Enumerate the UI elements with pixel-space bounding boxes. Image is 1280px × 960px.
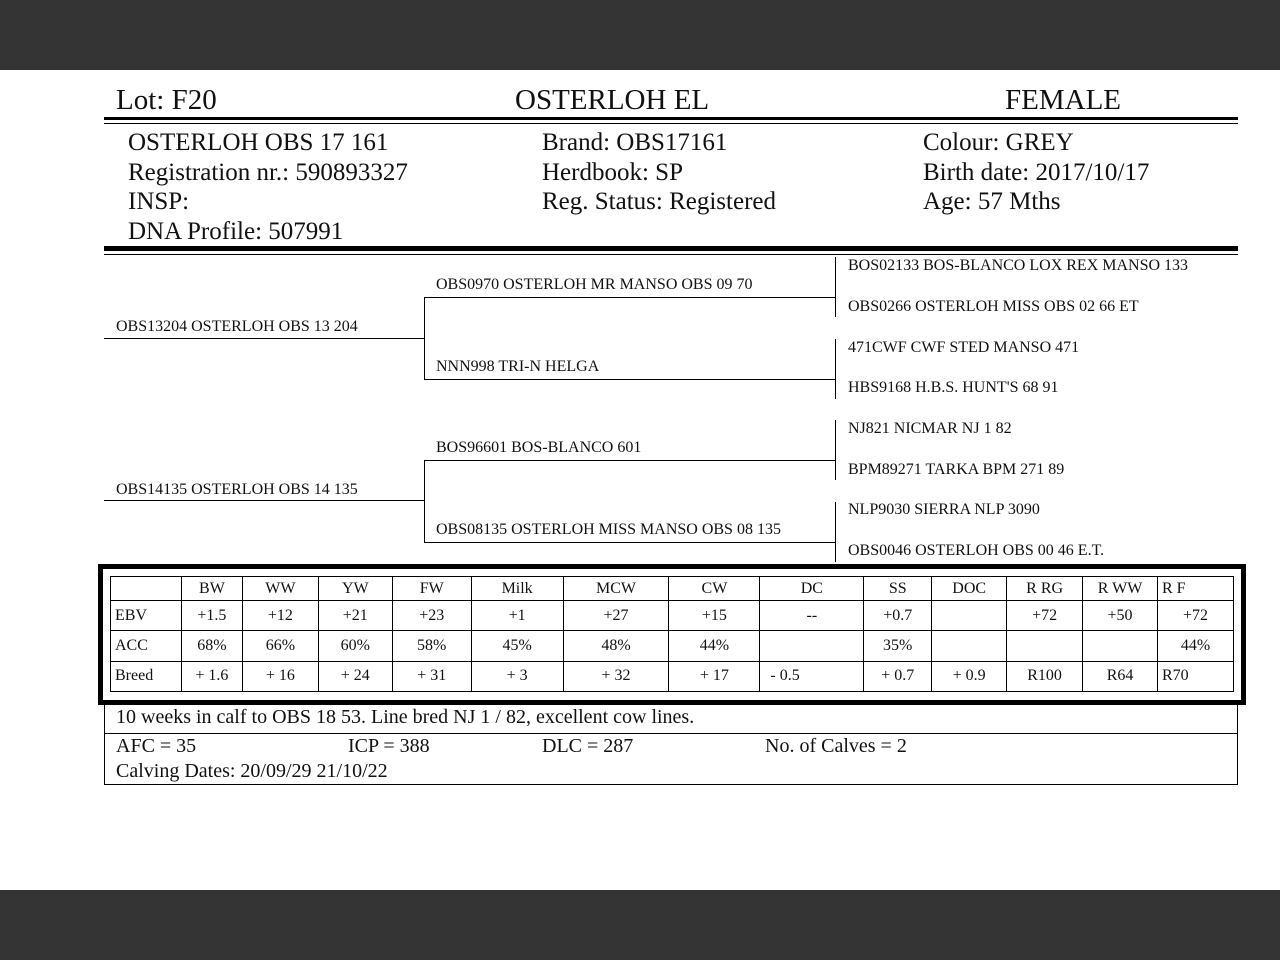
ebv-header-corner — [111, 577, 182, 601]
ebv-cell: + 24 — [318, 661, 392, 691]
brand: Brand: OBS17161 — [542, 129, 728, 156]
ebv-cell — [932, 631, 1007, 661]
dlc: DLC = 287 — [542, 735, 634, 757]
ebv-cell: +1.5 — [181, 601, 242, 631]
ebv-cell — [932, 601, 1007, 631]
ebv-cell: + 0.7 — [864, 661, 932, 691]
details-col-3 — [923, 128, 1149, 217]
ebv-cell: 58% — [392, 631, 471, 661]
ebv-row-label: Breed — [111, 661, 182, 691]
colour: Colour: GREY — [923, 129, 1074, 156]
ebv-cell: R70 — [1157, 661, 1233, 691]
number-of-calves: No. of Calves = 2 — [765, 735, 907, 757]
dam-line — [104, 500, 425, 501]
bottom-bar — [0, 890, 1280, 960]
icp: ICP = 388 — [348, 735, 430, 757]
ebv-cell: 35% — [864, 631, 932, 661]
pedigree-ggp-1: BOS02133 BOS-BLANCO LOX REX MANSO 133 — [848, 257, 1189, 274]
ebv-col-header: WW — [242, 577, 318, 601]
ebv-cell: +12 — [242, 601, 318, 631]
ggp-bracket-1 — [835, 257, 836, 317]
ebv-col-header: CW — [669, 577, 760, 601]
ebv-cell: +1 — [471, 601, 563, 631]
animal-name: OSTERLOH EL — [515, 84, 710, 116]
ebv-cell: 44% — [669, 631, 760, 661]
ebv-row-label: EBV — [111, 601, 182, 631]
ebv-cell: - 0.5 — [760, 661, 864, 691]
ebv-cell: + 17 — [669, 661, 760, 691]
pedigree-sire-dam: NNN998 TRI-N HELGA — [436, 358, 600, 375]
lot-label-text: Lot: — [116, 84, 165, 116]
full-name: OSTERLOH OBS 17 161 — [128, 129, 389, 156]
sire-sire-line — [424, 297, 836, 298]
details-col-2 — [542, 128, 776, 217]
ebv-cell — [760, 631, 864, 661]
ebv-cell: + 0.9 — [932, 661, 1007, 691]
ebv-cell: R100 — [1007, 661, 1083, 691]
ggp-bracket-4 — [835, 502, 836, 562]
sire-dam-line — [424, 379, 836, 380]
ebv-col-header: FW — [392, 577, 471, 601]
pedigree-dam-dam: OBS08135 OSTERLOH MISS MANSO OBS 08 135 — [436, 521, 781, 538]
dna-profile: DNA Profile: 507991 — [128, 217, 344, 245]
ebv-table-frame — [98, 564, 1246, 705]
dam-dam-line — [424, 542, 836, 543]
pedigree-ggp-7: NLP9030 SIERRA NLP 3090 — [848, 501, 1040, 518]
reg-status: Reg. Status: Registered — [542, 188, 776, 215]
ebv-row-acc — [111, 631, 1234, 661]
lot-number: F20 — [171, 84, 217, 116]
details-rule-thin — [104, 254, 1238, 255]
ebv-col-header: BW — [181, 577, 242, 601]
details-col-1 — [128, 128, 408, 246]
birth-date: Birth date: 2017/10/17 — [923, 158, 1150, 186]
ebv-cell: 60% — [318, 631, 392, 661]
ebv-col-header: SS — [864, 577, 932, 601]
pedigree-dam: OBS14135 OSTERLOH OBS 14 135 — [116, 481, 358, 498]
sire-line — [104, 338, 425, 339]
ebv-row-breed — [111, 661, 1234, 691]
pedigree-ggp-5: NJ821 NICMAR NJ 1 82 — [848, 420, 1012, 437]
ebv-table — [110, 576, 1234, 692]
ebv-cell — [1007, 631, 1083, 661]
ebv-cell: +23 — [392, 601, 471, 631]
ebv-cell — [1083, 631, 1158, 661]
pedigree-ggp-2: OBS0266 OSTERLOH MISS OBS 02 66 ET — [848, 298, 1139, 315]
details-rule-thick — [104, 246, 1238, 251]
ebv-cell: + 1.6 — [181, 661, 242, 691]
pedigree-ggp-8: OBS0046 OSTERLOH OBS 00 46 E.T. — [848, 542, 1105, 559]
ebv-cell: +15 — [669, 601, 760, 631]
ebv-col-header: R WW — [1083, 577, 1158, 601]
pedigree-ggp-3: 471CWF CWF STED MANSO 471 — [848, 339, 1080, 356]
ebv-cell: + 32 — [563, 661, 669, 691]
herdbook: Herdbook: SP — [542, 158, 683, 186]
comment: 10 weeks in calf to OBS 18 53. Line bred NJ 1 / 82, excellent cow lines. — [116, 706, 695, 728]
ebv-col-header: Milk — [471, 577, 563, 601]
ebv-cell: 68% — [181, 631, 242, 661]
ebv-cell: + 3 — [471, 661, 563, 691]
pedigree-dam-sire: BOS96601 BOS-BLANCO 601 — [436, 439, 642, 456]
ebv-cell: +50 — [1083, 601, 1158, 631]
ebv-cell: +72 — [1157, 601, 1233, 631]
ebv-cell: R64 — [1083, 661, 1158, 691]
ggp-bracket-3 — [835, 420, 836, 480]
ebv-col-header: R RG — [1007, 577, 1083, 601]
header-rule-thin — [104, 123, 1238, 124]
ebv-cell: +0.7 — [864, 601, 932, 631]
animal-sex: FEMALE — [1005, 84, 1121, 116]
pedigree-sire-sire: OBS0970 OSTERLOH MR MANSO OBS 09 70 — [436, 276, 753, 293]
dam-sire-line — [424, 460, 836, 461]
age: Age: 57 Mths — [923, 188, 1061, 215]
ebv-cell: + 16 — [242, 661, 318, 691]
ebv-row-ebv — [111, 601, 1234, 631]
ebv-cell: -- — [760, 601, 864, 631]
ebv-header-row — [111, 577, 1234, 601]
dam-bracket — [424, 460, 425, 542]
ebv-cell: +21 — [318, 601, 392, 631]
afc: AFC = 35 — [116, 735, 197, 757]
ebv-cell: + 31 — [392, 661, 471, 691]
ebv-cell: 66% — [242, 631, 318, 661]
ebv-col-header: DOC — [932, 577, 1007, 601]
header-rule-thick — [104, 117, 1238, 120]
ebv-cell: 44% — [1157, 631, 1233, 661]
notes-divider — [105, 733, 1237, 734]
insp: INSP: — [128, 188, 190, 215]
pedigree-ggp-4: HBS9168 H.B.S. HUNT'S 68 91 — [848, 379, 1059, 396]
sire-bracket — [424, 297, 425, 379]
ebv-cell: 45% — [471, 631, 563, 661]
registration-number: Registration nr.: 590893327 — [128, 158, 408, 186]
ebv-cell: +72 — [1007, 601, 1083, 631]
ebv-row-label: ACC — [111, 631, 182, 661]
lot-label — [116, 84, 217, 117]
notes-box — [104, 705, 1238, 785]
ebv-col-header: DC — [760, 577, 864, 601]
ebv-col-header: R F — [1157, 577, 1233, 601]
ebv-col-header: MCW — [563, 577, 669, 601]
top-bar — [0, 0, 1280, 70]
pedigree-ggp-6: BPM89271 TARKA BPM 271 89 — [848, 461, 1065, 478]
pedigree-sire: OBS13204 OSTERLOH OBS 13 204 — [116, 318, 358, 335]
ebv-col-header: YW — [318, 577, 392, 601]
ebv-cell: +27 — [563, 601, 669, 631]
ebv-cell: 48% — [563, 631, 669, 661]
calving-dates: Calving Dates: 20/09/29 21/10/22 — [116, 760, 388, 782]
ggp-bracket-2 — [835, 339, 836, 399]
